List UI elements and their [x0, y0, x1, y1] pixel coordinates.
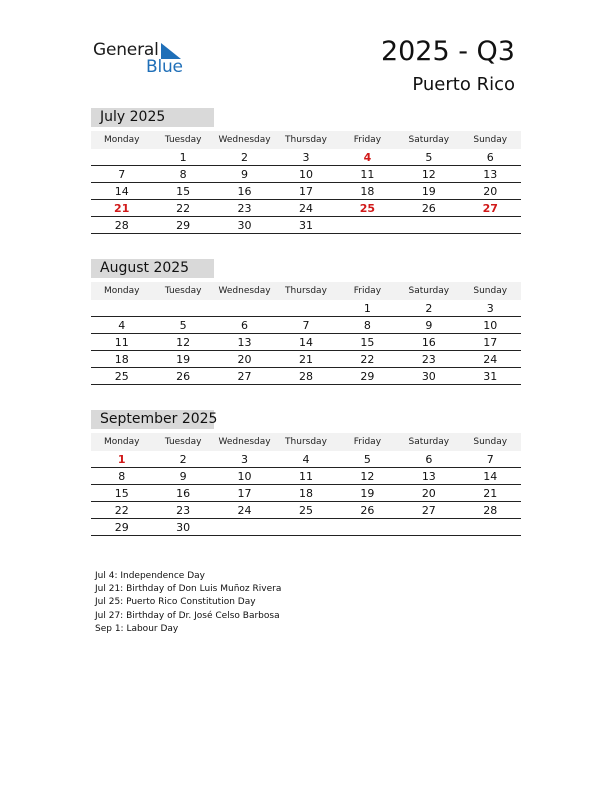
- day-cell: 1: [363, 302, 371, 315]
- month-label: August 2025: [91, 259, 214, 278]
- holiday-item: Jul 25: Puerto Rico Constitution Day: [95, 597, 256, 608]
- day-cell: 14: [114, 185, 129, 198]
- day-cell: 10: [483, 319, 498, 332]
- day-cell: 31: [483, 370, 498, 383]
- weekday-thursday: Thursday: [285, 286, 327, 296]
- day-cell: [398, 217, 459, 233]
- day-cell: [275, 519, 336, 535]
- weekday-thursday: Thursday: [285, 135, 327, 145]
- weekday-monday: Monday: [103, 437, 140, 447]
- day-cell: 13: [421, 470, 436, 483]
- week-row: [91, 149, 521, 166]
- day-cell: 22: [360, 353, 375, 366]
- day-cell: 31: [298, 219, 313, 232]
- weekday-tuesday: Tuesday: [164, 286, 202, 296]
- day-cell: 22: [114, 504, 129, 517]
- day-cell: 28: [114, 219, 129, 232]
- day-cell: 26: [176, 370, 191, 383]
- day-cell: [460, 217, 521, 233]
- weekday-friday: Friday: [353, 437, 382, 447]
- day-cell: 24: [298, 202, 313, 215]
- day-cell: 13: [237, 336, 252, 349]
- week-row: [91, 468, 521, 485]
- day-cell-holiday: 25: [359, 202, 376, 215]
- weekday-saturday: Saturday: [408, 286, 450, 296]
- week-row: [91, 300, 521, 317]
- month-august: [91, 259, 521, 385]
- day-cell: 18: [298, 487, 313, 500]
- day-cell: 21: [483, 487, 498, 500]
- page-subtitle: Puerto Rico: [412, 74, 515, 95]
- day-cell: 23: [237, 202, 252, 215]
- day-cell: 16: [237, 185, 252, 198]
- weekday-sunday: Sunday: [473, 437, 508, 447]
- day-cell: [398, 519, 459, 535]
- holiday-item: Jul 4: Independence Day: [95, 571, 205, 581]
- day-cell: 15: [176, 185, 191, 198]
- week-row: [91, 519, 521, 536]
- day-cell: 11: [298, 470, 313, 483]
- weekday-saturday: Saturday: [408, 437, 450, 447]
- week-row: [91, 502, 521, 519]
- month-label: July 2025: [91, 108, 214, 127]
- day-cell: 27: [421, 504, 436, 517]
- day-cell: 18: [360, 185, 375, 198]
- day-cell: 18: [114, 353, 129, 366]
- day-cell: 16: [176, 487, 191, 500]
- weekday-wednesday: Wednesday: [218, 286, 271, 296]
- day-cell: 8: [363, 319, 371, 332]
- week-row: [91, 334, 521, 351]
- day-cell: 12: [360, 470, 375, 483]
- day-cell: 30: [237, 219, 252, 232]
- day-cell: 4: [302, 453, 310, 466]
- month-july: [91, 108, 521, 234]
- day-cell: [91, 149, 152, 165]
- day-cell: 2: [241, 151, 249, 164]
- week-row: [91, 217, 521, 234]
- weekday-monday: Monday: [103, 286, 140, 296]
- week-row: [91, 183, 521, 200]
- month-label: September 2025: [91, 410, 214, 429]
- day-cell: [214, 519, 275, 535]
- holiday-item: Jul 21: Birthday of Don Luis Muñoz Rivera: [95, 584, 282, 595]
- day-cell: 25: [298, 504, 313, 517]
- day-cell: 11: [114, 336, 129, 349]
- day-cell: 5: [425, 151, 433, 164]
- day-cell: 1: [179, 151, 187, 164]
- day-cell: 11: [360, 168, 375, 181]
- day-cell-holiday: 4: [363, 151, 372, 164]
- weekday-wednesday: Wednesday: [218, 437, 271, 447]
- day-cell: 10: [298, 168, 313, 181]
- day-cell: 7: [486, 453, 494, 466]
- day-cell: 13: [483, 168, 498, 181]
- weekday-saturday: Saturday: [408, 135, 450, 145]
- week-row: [91, 368, 521, 385]
- weekday-thursday: Thursday: [285, 437, 327, 447]
- day-cell: [460, 519, 521, 535]
- day-cell: 5: [363, 453, 371, 466]
- week-row: [91, 317, 521, 334]
- weekday-tuesday: Tuesday: [164, 135, 202, 145]
- day-cell: 21: [298, 353, 313, 366]
- weekday-header: [91, 131, 521, 149]
- logo: [93, 40, 203, 80]
- week-row: [91, 166, 521, 183]
- day-cell: [91, 300, 152, 316]
- day-cell: 29: [176, 219, 191, 232]
- day-cell: 9: [425, 319, 433, 332]
- day-cell: 4: [118, 319, 126, 332]
- day-cell: 6: [486, 151, 494, 164]
- day-cell: 6: [425, 453, 433, 466]
- day-cell: 24: [237, 504, 252, 517]
- day-cell: 8: [118, 470, 126, 483]
- weekday-monday: Monday: [103, 135, 140, 145]
- day-cell: 30: [421, 370, 436, 383]
- day-cell: 20: [483, 185, 498, 198]
- day-cell: 26: [360, 504, 375, 517]
- day-cell: 28: [298, 370, 313, 383]
- weekday-friday: Friday: [353, 286, 382, 296]
- logo-general-text: General: [93, 40, 159, 60]
- day-cell: 2: [179, 453, 187, 466]
- month-september: [91, 410, 521, 536]
- day-cell: [275, 300, 336, 316]
- day-cell: 15: [114, 487, 129, 500]
- day-cell: 20: [237, 353, 252, 366]
- day-cell: 5: [179, 319, 187, 332]
- page-title: 2025 - Q3: [380, 36, 515, 67]
- day-cell: 19: [176, 353, 191, 366]
- week-row: [91, 351, 521, 368]
- day-cell-holiday: 1: [117, 453, 126, 466]
- day-cell: [214, 300, 275, 316]
- day-cell: 3: [486, 302, 494, 315]
- day-cell: 19: [360, 487, 375, 500]
- day-cell: [152, 300, 213, 316]
- day-cell: 17: [237, 487, 252, 500]
- day-cell: 14: [483, 470, 498, 483]
- day-cell: 19: [421, 185, 436, 198]
- day-cell: 2: [425, 302, 433, 315]
- day-cell-holiday: 21: [114, 202, 130, 215]
- weekday-wednesday: Wednesday: [218, 135, 271, 145]
- day-cell: 23: [176, 504, 191, 517]
- day-cell: 27: [237, 370, 252, 383]
- day-cell: 22: [176, 202, 191, 215]
- day-cell: 3: [241, 453, 249, 466]
- day-cell: 24: [483, 353, 498, 366]
- weekday-header: [91, 433, 521, 451]
- day-cell: 7: [302, 319, 310, 332]
- day-cell: 14: [298, 336, 313, 349]
- day-cell: 17: [298, 185, 313, 198]
- day-cell: 29: [360, 370, 375, 383]
- day-cell: 23: [421, 353, 436, 366]
- day-cell: 29: [114, 521, 129, 534]
- day-cell: 8: [179, 168, 187, 181]
- weekday-friday: Friday: [353, 135, 382, 145]
- day-cell: 10: [237, 470, 252, 483]
- day-cell: 16: [421, 336, 436, 349]
- day-cell: 15: [360, 336, 375, 349]
- holiday-item: Jul 27: Birthday of Dr. José Celso Barbosa: [95, 610, 280, 621]
- week-row: [91, 200, 521, 217]
- holiday-list: [95, 570, 281, 636]
- weekday-tuesday: Tuesday: [164, 437, 202, 447]
- day-cell: 9: [241, 168, 249, 181]
- holiday-item: Sep 1: Labour Day: [95, 623, 179, 634]
- day-cell: 9: [179, 470, 187, 483]
- week-row: [91, 451, 521, 468]
- day-cell: 12: [176, 336, 191, 349]
- day-cell: 17: [483, 336, 498, 349]
- weekday-sunday: Sunday: [473, 286, 508, 296]
- day-cell: 20: [421, 487, 436, 500]
- day-cell: 26: [421, 202, 436, 215]
- day-cell: [337, 519, 398, 535]
- day-cell: 28: [483, 504, 498, 517]
- day-cell: 30: [176, 521, 191, 534]
- weekday-sunday: Sunday: [473, 135, 508, 145]
- weekday-header: [91, 282, 521, 300]
- day-cell: 12: [421, 168, 436, 181]
- day-cell-holiday: 27: [482, 202, 498, 215]
- week-row: [91, 485, 521, 502]
- day-cell: 25: [114, 370, 129, 383]
- day-cell: [337, 217, 398, 233]
- day-cell: 3: [302, 151, 310, 164]
- day-cell: 7: [118, 168, 126, 181]
- day-cell: 6: [241, 319, 249, 332]
- logo-blue-text: Blue: [146, 57, 183, 77]
